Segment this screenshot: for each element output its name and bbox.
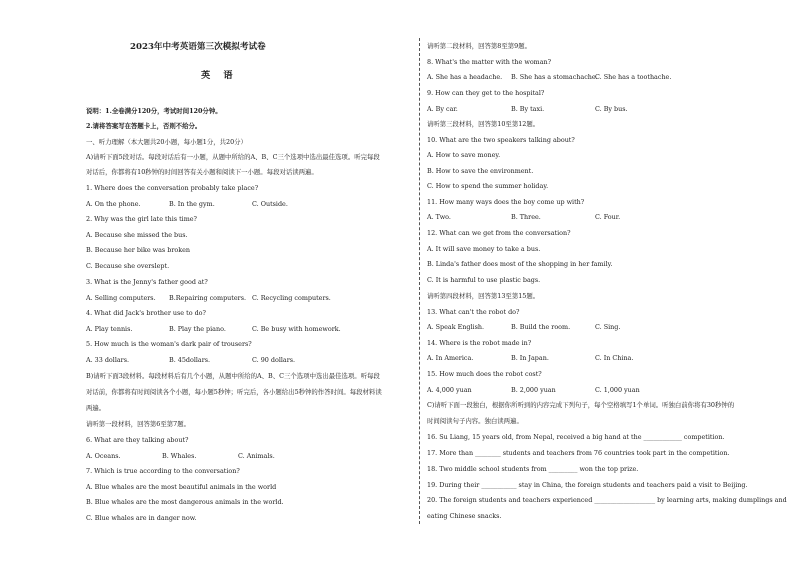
question-10: 10. What are the two speakers talking about? bbox=[427, 136, 575, 144]
q9-option-b: B. By taxi. bbox=[511, 105, 545, 113]
q7-option-c: C. Blue whales are in danger now. bbox=[86, 514, 197, 522]
column-divider bbox=[419, 38, 420, 524]
sentence-19: 19. During their ___________ stay in China, the foreign students and teachers paid a visit to Beijing. bbox=[427, 481, 748, 489]
q11-option-b: B. Three. bbox=[511, 213, 541, 221]
question-2: 2. Why was the girl late this time? bbox=[86, 215, 197, 223]
section-a-instructions-2: 对话后，你都将有10秒钟的时间回答有关小题和阅读下一小题。每段对话读两遍。 bbox=[86, 168, 318, 176]
q9-option-a: A. By car. bbox=[427, 105, 458, 113]
question-5: 5. How much is the woman's dark pair of trousers? bbox=[86, 340, 252, 348]
q9-option-c: C. By bus. bbox=[595, 105, 628, 113]
q4-option-b: B. Play the piano. bbox=[169, 325, 226, 333]
material-2-heading: 请听第二段材料，回答第8至第9题。 bbox=[427, 42, 531, 50]
sentence-18: 18. Two middle school students from _________ won the top prize. bbox=[427, 465, 639, 473]
q14-option-c: C. In China. bbox=[595, 354, 634, 362]
q3-option-b: B.Repairing computers. bbox=[169, 294, 247, 302]
question-9: 9. How can they get to the hospital? bbox=[427, 89, 545, 97]
q10-option-a: A. How to save money. bbox=[427, 151, 501, 159]
section-b-instructions-1: B)请听下面3段材料。每段材料后有几个小题，从题中所给的A、B、C三个选项中选出最佳选项。听每段 bbox=[86, 372, 380, 380]
q1-option-a: A. On the phone. bbox=[86, 200, 141, 208]
sentence-20: 20. The foreign students and teachers experienced ___________________ by learning arts, making dumplings and bbox=[427, 496, 787, 504]
q10-option-c: C. How to spend the summer holiday. bbox=[427, 182, 549, 190]
q12-option-c: C. It is harmful to use plastic bags. bbox=[427, 276, 541, 284]
q11-option-c: C. Four. bbox=[595, 213, 621, 221]
material-3-heading: 请听第三段材料，回答第10至第12题。 bbox=[427, 120, 540, 128]
q15-option-c: C. 1,000 yuan bbox=[595, 386, 640, 394]
question-11: 11. How many ways does the boy come up with? bbox=[427, 198, 585, 206]
question-6: 6. What are they talking about? bbox=[86, 436, 189, 444]
q1-option-c: C. Outside. bbox=[252, 200, 288, 208]
q6-option-a: A. Oceans. bbox=[86, 452, 121, 460]
section-a-instructions-1: A)请听下面5段对话。每段对话后有一小题，从题中所给的A、B、C三个选项中选出最佳选项。听完每段 bbox=[86, 153, 380, 161]
q7-option-b: B. Blue whales are the most dangerous animals in the world. bbox=[86, 498, 284, 506]
question-13: 13. What can't the robot do? bbox=[427, 308, 520, 316]
q13-option-c: C. Sing. bbox=[595, 323, 621, 331]
q13-option-a: A. Speak English. bbox=[427, 323, 485, 331]
q12-option-a: A. It will save money to take a bus. bbox=[427, 245, 541, 253]
q6-option-b: B. Whales. bbox=[162, 452, 197, 460]
note-1: 说明：1.全卷满分120分，考试时间120分钟。 bbox=[86, 107, 222, 115]
q2-option-b: B. Because her bike was broken bbox=[86, 246, 190, 254]
sentence-20-continued: eating Chinese snacks. bbox=[427, 512, 502, 520]
q11-option-a: A. Two. bbox=[427, 213, 451, 221]
exam-title: 2023年中考英语第三次模拟考试卷 bbox=[130, 42, 266, 52]
section-c-instructions-1: C)请听下面一段独白，根据你所听到的内容完成下列句子，每个空格填写1个单词。听独白前你将有30秒钟的 bbox=[427, 401, 735, 409]
q4-option-c: C. Be busy with homework. bbox=[252, 325, 341, 333]
q1-option-b: B. In the gym. bbox=[169, 200, 215, 208]
question-3: 3. What is the Jenny's father good at? bbox=[86, 278, 208, 286]
note-2: 2.请将答案写在答题卡上，否则不给分。 bbox=[86, 122, 202, 130]
q12-option-b: B. Linda's father does most of the shopping in her family. bbox=[427, 260, 613, 268]
material-1-heading: 请听第一段材料，回答第6至第7题。 bbox=[86, 420, 190, 428]
q8-option-b: B. She has a stomachache. bbox=[511, 73, 598, 81]
question-8: 8. What's the matter with the woman? bbox=[427, 58, 552, 66]
q15-option-a: A. 4,000 yuan bbox=[427, 386, 472, 394]
question-12: 12. What can we get from the conversation? bbox=[427, 229, 571, 237]
section-b-instructions-2: 对话前，你都将有时间阅读各个小题，每小题5秒钟；听完后，各小题给出5秒钟的作答时间。每段材料读 bbox=[86, 388, 382, 396]
subject-title: 英 语 bbox=[201, 70, 238, 81]
section-c-instructions-2: 时间阅读句子内容。独白读两遍。 bbox=[427, 417, 523, 425]
question-15: 15. How much does the robot cost? bbox=[427, 370, 542, 378]
question-1: 1. Where does the conversation probably take place? bbox=[86, 184, 259, 192]
q15-option-b: B. 2,000 yuan bbox=[511, 386, 556, 394]
q14-option-b: B. In Japan. bbox=[511, 354, 549, 362]
question-4: 4. What did Jack's brother use to do? bbox=[86, 309, 206, 317]
question-7: 7. Which is true according to the conversation? bbox=[86, 467, 240, 475]
q5-option-a: A. 33 dollars. bbox=[86, 356, 130, 364]
q13-option-b: B. Build the room. bbox=[511, 323, 571, 331]
q2-option-c: C. Because she overslept. bbox=[86, 262, 170, 270]
q3-option-a: A. Selling computers. bbox=[86, 294, 156, 302]
sentence-17: 17. More than ________ students and teachers from 76 countries took part in the competition. bbox=[427, 449, 730, 457]
section-b-instructions-3: 两遍。 bbox=[86, 404, 106, 412]
q8-option-c: C. She has a toothache. bbox=[595, 73, 672, 81]
section-one-heading: 一、听力理解（本大题共20小题，每小题1分，共20分） bbox=[86, 138, 247, 146]
q4-option-a: A. Play tennis. bbox=[86, 325, 133, 333]
q5-option-b: B. 45dollars. bbox=[169, 356, 211, 364]
q14-option-a: A. In America. bbox=[427, 354, 474, 362]
sentence-16: 16. Su Liang, 15 years old, from Nepal, received a big hand at the ____________ competition. bbox=[427, 433, 725, 441]
q7-option-a: A. Blue whales are the most beautiful animals in the world bbox=[86, 483, 277, 491]
q5-option-c: C. 90 dollars. bbox=[252, 356, 296, 364]
question-14: 14. Where is the robot made in? bbox=[427, 339, 532, 347]
q10-option-b: B. How to save the environment. bbox=[427, 167, 534, 175]
q8-option-a: A. She has a headache. bbox=[427, 73, 503, 81]
material-4-heading: 请听第四段材料，回答第13至第15题。 bbox=[427, 292, 540, 300]
q6-option-c: C. Animals. bbox=[238, 452, 275, 460]
q3-option-c: C. Recycling computers. bbox=[252, 294, 331, 302]
q2-option-a: A. Because she missed the bus. bbox=[86, 231, 188, 239]
